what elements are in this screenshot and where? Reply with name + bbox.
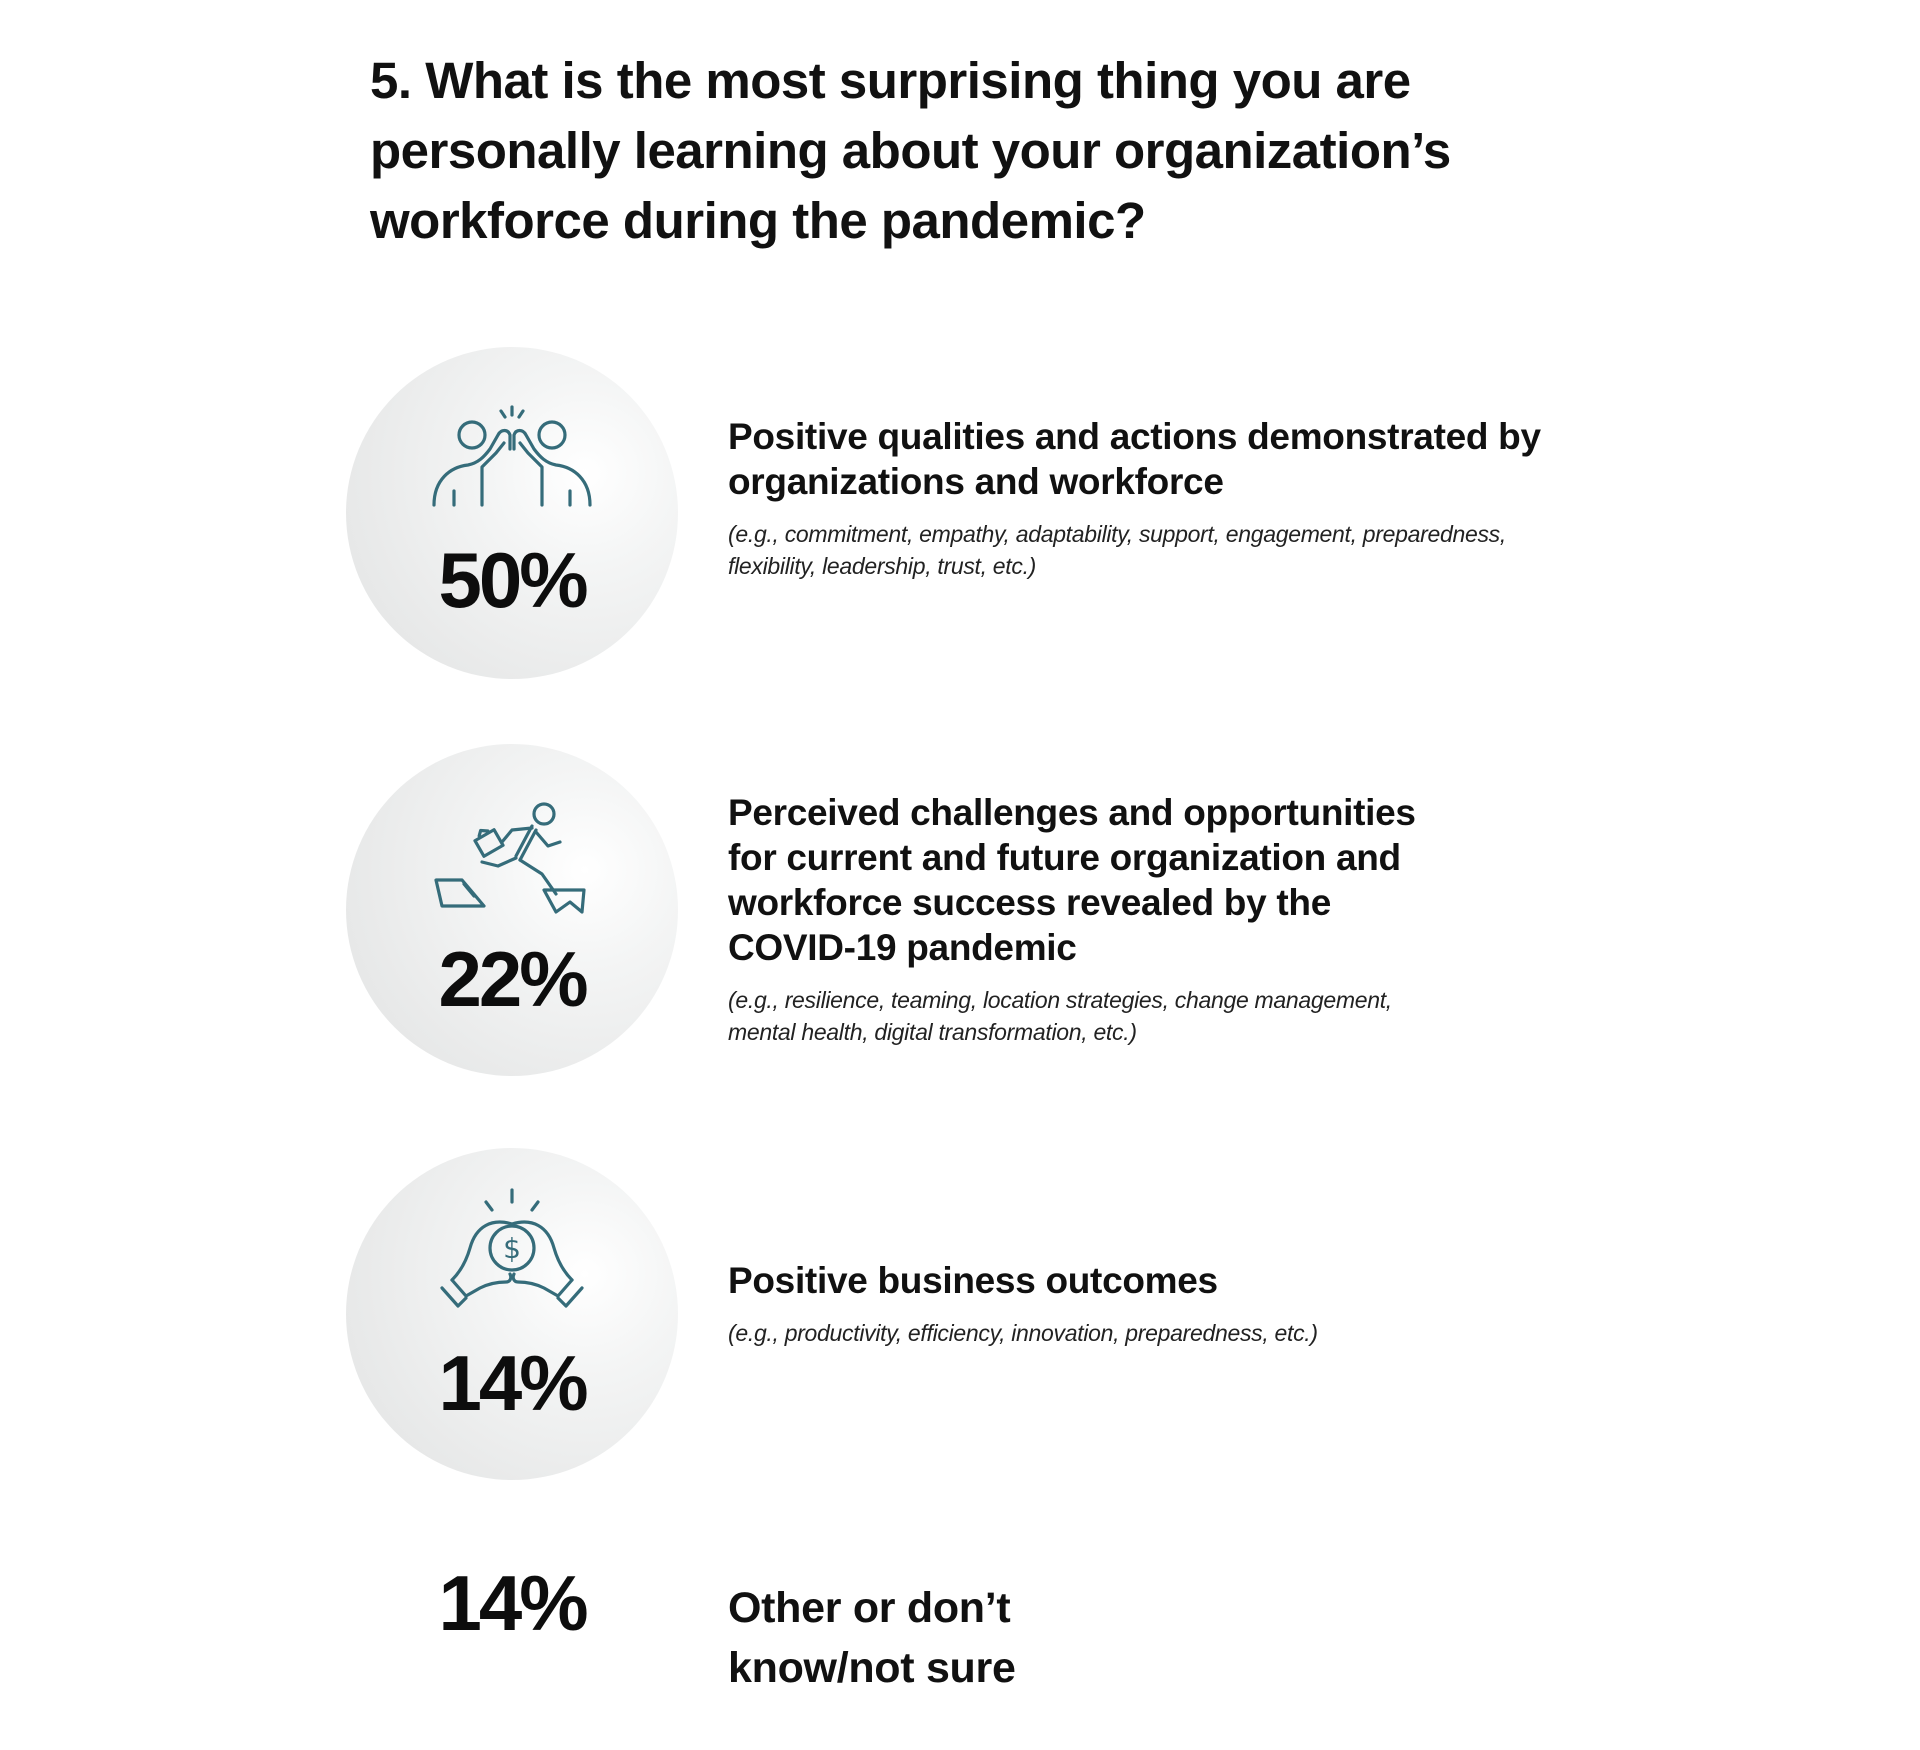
result-note-2: (e.g., resilience, teaming, location strategies, change management, mental health, digital transformation, etc.) (728, 987, 1392, 1045)
leaping-businessman-icon (432, 802, 592, 912)
percentage-3: 14% (438, 1339, 586, 1427)
result-text-1 (728, 414, 1558, 582)
hands-lightbulb-money-icon (432, 1188, 592, 1298)
result-circle-3 (346, 1148, 678, 1480)
question-title: 5. What is the most surprising thing you are personally learning about your organization’s workforce during the pandemic? (370, 52, 1451, 249)
percentage-1: 50% (438, 536, 586, 624)
result-text-3 (728, 1258, 1558, 1349)
result-heading-4-line2: know/not sure (728, 1644, 1016, 1692)
result-heading-2: Perceived challenges and opportunities for current and future organization and workforce success revealed by the COVID-19 pandemic (728, 792, 1416, 968)
svg-text:$: $ (503, 1232, 521, 1265)
result-heading-4-line1: Other or don’t (728, 1584, 1011, 1632)
high-five-icon (432, 405, 592, 515)
result-text-4 (728, 1578, 1558, 1698)
result-heading-3: Positive business outcomes (728, 1260, 1218, 1301)
result-circle-1 (346, 347, 678, 679)
percentage-4: 14% (438, 1559, 586, 1647)
percentage-2: 22% (438, 935, 586, 1023)
result-text-2 (728, 790, 1558, 1048)
result-circle-2 (346, 744, 678, 1076)
result-note-3: (e.g., productivity, efficiency, innovation, preparedness, etc.) (728, 1320, 1318, 1346)
result-heading-1: Positive qualities and actions demonstrated by organizations and workforce (728, 416, 1541, 502)
result-note-1: (e.g., commitment, empathy, adaptability, support, engagement, preparedness, flexibility, leadership, trust, etc.) (728, 521, 1506, 579)
